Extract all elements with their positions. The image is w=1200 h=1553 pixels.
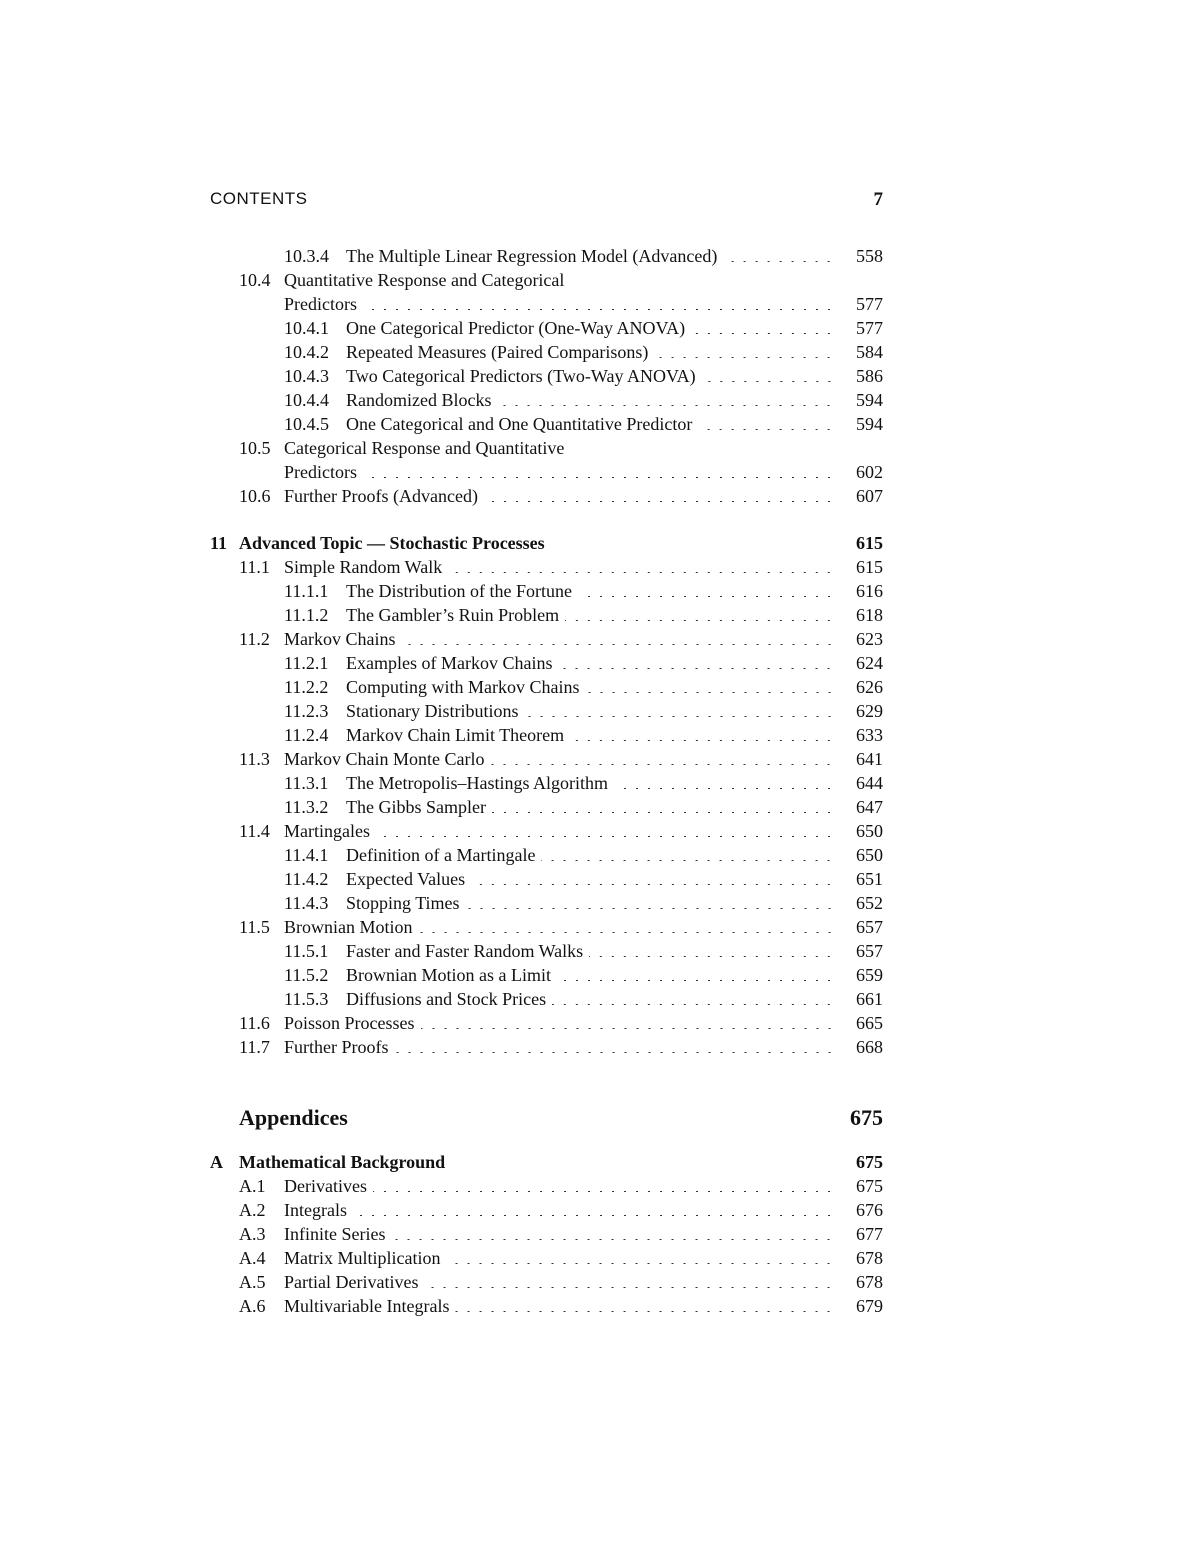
entry-number: 10.4.4	[284, 390, 329, 410]
dot-leader	[578, 596, 835, 597]
chapter-title: Mathematical Background	[239, 1152, 446, 1172]
entry-page: 607	[856, 486, 883, 506]
entry-title: Categorical Response and Quantitative	[284, 438, 565, 458]
entry-page: 641	[856, 749, 883, 769]
toc-entry-10-4-continued[interactable]	[210, 292, 883, 316]
entry-number: 10.5	[239, 438, 271, 458]
entry-title: The Multiple Linear Regression Model (Advanced)	[346, 246, 718, 266]
toc-entry-11-6[interactable]	[210, 1011, 883, 1035]
entry-page: 677	[856, 1224, 883, 1244]
entry-page: 644	[856, 773, 883, 793]
entry-title: Stationary Distributions	[346, 701, 519, 721]
entry-title: Markov Chain Monte Carlo	[284, 749, 485, 769]
entry-title: Examples of Markov Chains	[346, 653, 553, 673]
entry-number: 10.6	[239, 486, 271, 506]
dot-leader	[557, 980, 835, 981]
entry-title: Predictors	[284, 462, 357, 482]
entry-page: 647	[856, 797, 883, 817]
entry-number: 10.3.4	[284, 246, 329, 266]
toc-entry-11-2-4[interactable]	[210, 723, 883, 747]
entry-number: 11.2.2	[284, 677, 329, 697]
dot-leader	[614, 788, 835, 789]
toc-entry-10-4-1[interactable]	[210, 316, 883, 340]
dot-leader	[455, 1311, 835, 1312]
entry-number: 11.4.3	[284, 893, 329, 913]
part-page: 675	[850, 1105, 883, 1130]
dot-leader	[421, 1028, 835, 1029]
toc-entry-a-3[interactable]	[210, 1222, 883, 1246]
entry-title: The Gibbs Sampler	[346, 797, 486, 817]
entry-title: Predictors	[284, 294, 357, 314]
entry-title: Simple Random Walk	[284, 557, 443, 577]
toc-entry-11-7[interactable]	[210, 1035, 883, 1059]
entry-title: Quantitative Response and Categorical	[284, 270, 565, 290]
toc-chapter-a[interactable]	[210, 1150, 883, 1174]
dot-leader	[471, 884, 835, 885]
toc-entry-10-5-continued[interactable]	[210, 460, 883, 484]
entry-number: 11.4	[239, 821, 270, 841]
entry-number: 11.5.1	[284, 941, 329, 961]
toc-entry-11-3-1[interactable]	[210, 771, 883, 795]
dot-leader	[363, 309, 835, 310]
entry-title: Markov Chain Limit Theorem	[346, 725, 565, 745]
part-title: Appendices	[239, 1105, 348, 1130]
entry-number: 11.6	[239, 1013, 270, 1033]
entry-page: 661	[856, 989, 883, 1009]
entry-number: 11.7	[239, 1037, 270, 1057]
entry-title: Derivatives	[284, 1176, 367, 1196]
table-of-contents	[210, 244, 883, 1318]
toc-entry-a-5[interactable]	[210, 1270, 883, 1294]
entry-number: 11.3	[239, 749, 270, 769]
entry-number: 11.3.1	[284, 773, 329, 793]
entry-number: 11.1	[239, 557, 270, 577]
entry-page: 594	[856, 390, 883, 410]
entry-number: 11.3.2	[284, 797, 329, 817]
toc-entry-11-5[interactable]	[210, 915, 883, 939]
toc-entry-10-6[interactable]	[210, 484, 883, 508]
entry-page: 678	[856, 1248, 883, 1268]
toc-entry-11-4[interactable]	[210, 819, 883, 843]
dot-leader	[373, 1191, 835, 1192]
toc-entry-10-4-5[interactable]	[210, 412, 883, 436]
entry-page: 629	[856, 701, 883, 721]
dot-leader	[702, 381, 835, 382]
entry-page: 650	[856, 821, 883, 841]
toc-entry-10-4-4[interactable]	[210, 388, 883, 412]
entry-number: 11.2.4	[284, 725, 329, 745]
entry-title: The Metropolis–Hastings Algorithm	[346, 773, 608, 793]
entry-page: 650	[856, 845, 883, 865]
entry-page: 659	[856, 965, 883, 985]
entry-title: Matrix Multiplication	[284, 1248, 441, 1268]
entry-page: 615	[856, 557, 883, 577]
entry-title: Repeated Measures (Paired Comparisons)	[346, 342, 649, 362]
dot-leader	[698, 429, 835, 430]
dot-leader	[490, 764, 835, 765]
toc-entry-11-2[interactable]	[210, 627, 883, 651]
toc-entry-11-3[interactable]	[210, 747, 883, 771]
entry-title: Two Categorical Predictors (Two-Way ANOVA)	[346, 366, 696, 386]
entry-number: 10.4.3	[284, 366, 329, 386]
entry-number: A.3	[239, 1224, 266, 1244]
toc-part-appendices[interactable]	[210, 1103, 883, 1133]
entry-title: One Categorical Predictor (One-Way ANOVA)	[346, 318, 686, 338]
entry-number: A.5	[239, 1272, 266, 1292]
entry-number: A.4	[239, 1248, 266, 1268]
entry-number: 10.4	[239, 270, 271, 290]
entry-page: 624	[856, 653, 883, 673]
dot-leader	[497, 405, 835, 406]
dot-leader	[446, 1263, 835, 1264]
entry-page: 675	[856, 1176, 883, 1196]
entry-number: 11.4.1	[284, 845, 329, 865]
dot-leader	[466, 908, 835, 909]
entry-title: Faster and Faster Random Walks	[346, 941, 584, 961]
entry-number: 10.4.5	[284, 414, 329, 434]
toc-entry-11-3-2[interactable]	[210, 795, 883, 819]
entry-page: 676	[856, 1200, 883, 1220]
entry-number: 11.2.1	[284, 653, 329, 673]
entry-title: Randomized Blocks	[346, 390, 492, 410]
dot-leader	[541, 860, 835, 861]
entry-title: Stopping Times	[346, 893, 460, 913]
entry-page: 665	[856, 1013, 883, 1033]
toc-entry-11-4-1[interactable]	[210, 843, 883, 867]
entry-title: One Categorical and One Quantitative Predictor	[346, 414, 693, 434]
toc-entry-11-4-2[interactable]	[210, 867, 883, 891]
toc-entry-a-2[interactable]	[210, 1198, 883, 1222]
toc-entry-11-4-3[interactable]	[210, 891, 883, 915]
entry-number: 11.1.2	[284, 605, 329, 625]
entry-title: Integrals	[284, 1200, 347, 1220]
page-number: 7	[873, 189, 883, 210]
entry-page: 657	[856, 941, 883, 961]
entry-title: Definition of a Martingale	[346, 845, 536, 865]
toc-entry-11-1-2[interactable]	[210, 603, 883, 627]
entry-page: 558	[856, 246, 883, 266]
entry-title: Further Proofs	[284, 1037, 389, 1057]
dot-leader	[419, 932, 836, 933]
dot-leader	[552, 1004, 835, 1005]
entry-title: Martingales	[284, 821, 370, 841]
entry-number: 10.4.1	[284, 318, 329, 338]
dot-leader	[353, 1215, 835, 1216]
entry-page: 678	[856, 1272, 883, 1292]
dot-leader	[570, 740, 835, 741]
chapter-title: Advanced Topic — Stochastic Processes	[239, 533, 545, 553]
entry-page: 602	[856, 462, 883, 482]
entry-number: 11.5	[239, 917, 270, 937]
toc-entry-11-2-2[interactable]	[210, 675, 883, 699]
entry-number: 11.2	[239, 629, 270, 649]
dot-leader	[589, 956, 835, 957]
chapter-page: 615	[856, 533, 883, 553]
toc-chapter-11[interactable]	[210, 531, 883, 555]
toc-entry-10-3-4[interactable]	[210, 244, 883, 268]
entry-number: 11.5.2	[284, 965, 329, 985]
entry-page: 623	[856, 629, 883, 649]
toc-entry-10-5[interactable]	[210, 436, 883, 460]
dot-leader	[376, 836, 835, 837]
toc-entry-11-5-2[interactable]	[210, 963, 883, 987]
entry-page: 577	[856, 294, 883, 314]
toc-entry-10-4-3[interactable]	[210, 364, 883, 388]
dot-leader	[586, 692, 836, 693]
entry-title: Further Proofs (Advanced)	[284, 486, 478, 506]
dot-leader	[723, 261, 835, 262]
dot-leader	[691, 333, 835, 334]
dot-leader	[402, 644, 836, 645]
entry-title: Expected Values	[346, 869, 466, 889]
entry-number: A.2	[239, 1200, 266, 1220]
entry-page: 616	[856, 581, 883, 601]
entry-number: 11.4.2	[284, 869, 329, 889]
dot-leader	[525, 716, 836, 717]
page-header	[210, 189, 883, 213]
entry-page: 586	[856, 366, 883, 386]
entry-title: The Gambler’s Ruin Problem	[346, 605, 560, 625]
dot-leader	[484, 501, 835, 502]
chapter-number: 11	[210, 533, 228, 553]
dot-leader	[565, 620, 835, 621]
entry-number: 11.2.3	[284, 701, 329, 721]
toc-entry-10-4-2[interactable]	[210, 340, 883, 364]
entry-title: The Distribution of the Fortune	[346, 581, 572, 601]
running-head: CONTENTS	[210, 189, 308, 208]
entry-page: 618	[856, 605, 883, 625]
entry-title: Poisson Processes	[284, 1013, 415, 1033]
entry-page: 577	[856, 318, 883, 338]
toc-entry-11-5-3[interactable]	[210, 987, 883, 1011]
entry-page: 594	[856, 414, 883, 434]
entry-number: 10.4.2	[284, 342, 329, 362]
entry-title: Brownian Motion	[284, 917, 413, 937]
chapter-page: 675	[856, 1152, 883, 1172]
entry-page: 652	[856, 893, 883, 913]
entry-title: Multivariable Integrals	[284, 1296, 450, 1316]
toc-entry-a-6[interactable]	[210, 1294, 883, 1318]
dot-leader	[395, 1052, 836, 1053]
entry-title: Infinite Series	[284, 1224, 386, 1244]
dot-leader	[448, 572, 835, 573]
toc-entry-10-4[interactable]	[210, 268, 883, 292]
toc-entry-a-4[interactable]	[210, 1246, 883, 1270]
entry-page: 626	[856, 677, 883, 697]
toc-entry-11-1-1[interactable]	[210, 579, 883, 603]
entry-page: 668	[856, 1037, 883, 1057]
entry-title: Computing with Markov Chains	[346, 677, 580, 697]
entry-number: A.6	[239, 1296, 266, 1316]
entry-page: 584	[856, 342, 883, 362]
chapter-number: A	[210, 1152, 223, 1172]
entry-page: 633	[856, 725, 883, 745]
toc-entry-11-2-3[interactable]	[210, 699, 883, 723]
toc-entry-11-1[interactable]	[210, 555, 883, 579]
toc-entry-11-2-1[interactable]	[210, 651, 883, 675]
entry-page: 679	[856, 1296, 883, 1316]
dot-leader	[363, 477, 835, 478]
entry-page: 651	[856, 869, 883, 889]
dot-leader	[391, 1239, 835, 1240]
dot-leader	[492, 812, 835, 813]
toc-entry-a-1[interactable]	[210, 1174, 883, 1198]
entry-number: 11.1.1	[284, 581, 329, 601]
entry-title: Diffusions and Stock Prices	[346, 989, 547, 1009]
dot-leader	[424, 1287, 835, 1288]
dot-leader	[654, 357, 835, 358]
toc-entry-11-5-1[interactable]	[210, 939, 883, 963]
entry-title: Markov Chains	[284, 629, 396, 649]
entry-title: Brownian Motion as a Limit	[346, 965, 551, 985]
entry-number: A.1	[239, 1176, 266, 1196]
entry-title: Partial Derivatives	[284, 1272, 419, 1292]
dot-leader	[558, 668, 835, 669]
entry-number: 11.5.3	[284, 989, 329, 1009]
entry-page: 657	[856, 917, 883, 937]
